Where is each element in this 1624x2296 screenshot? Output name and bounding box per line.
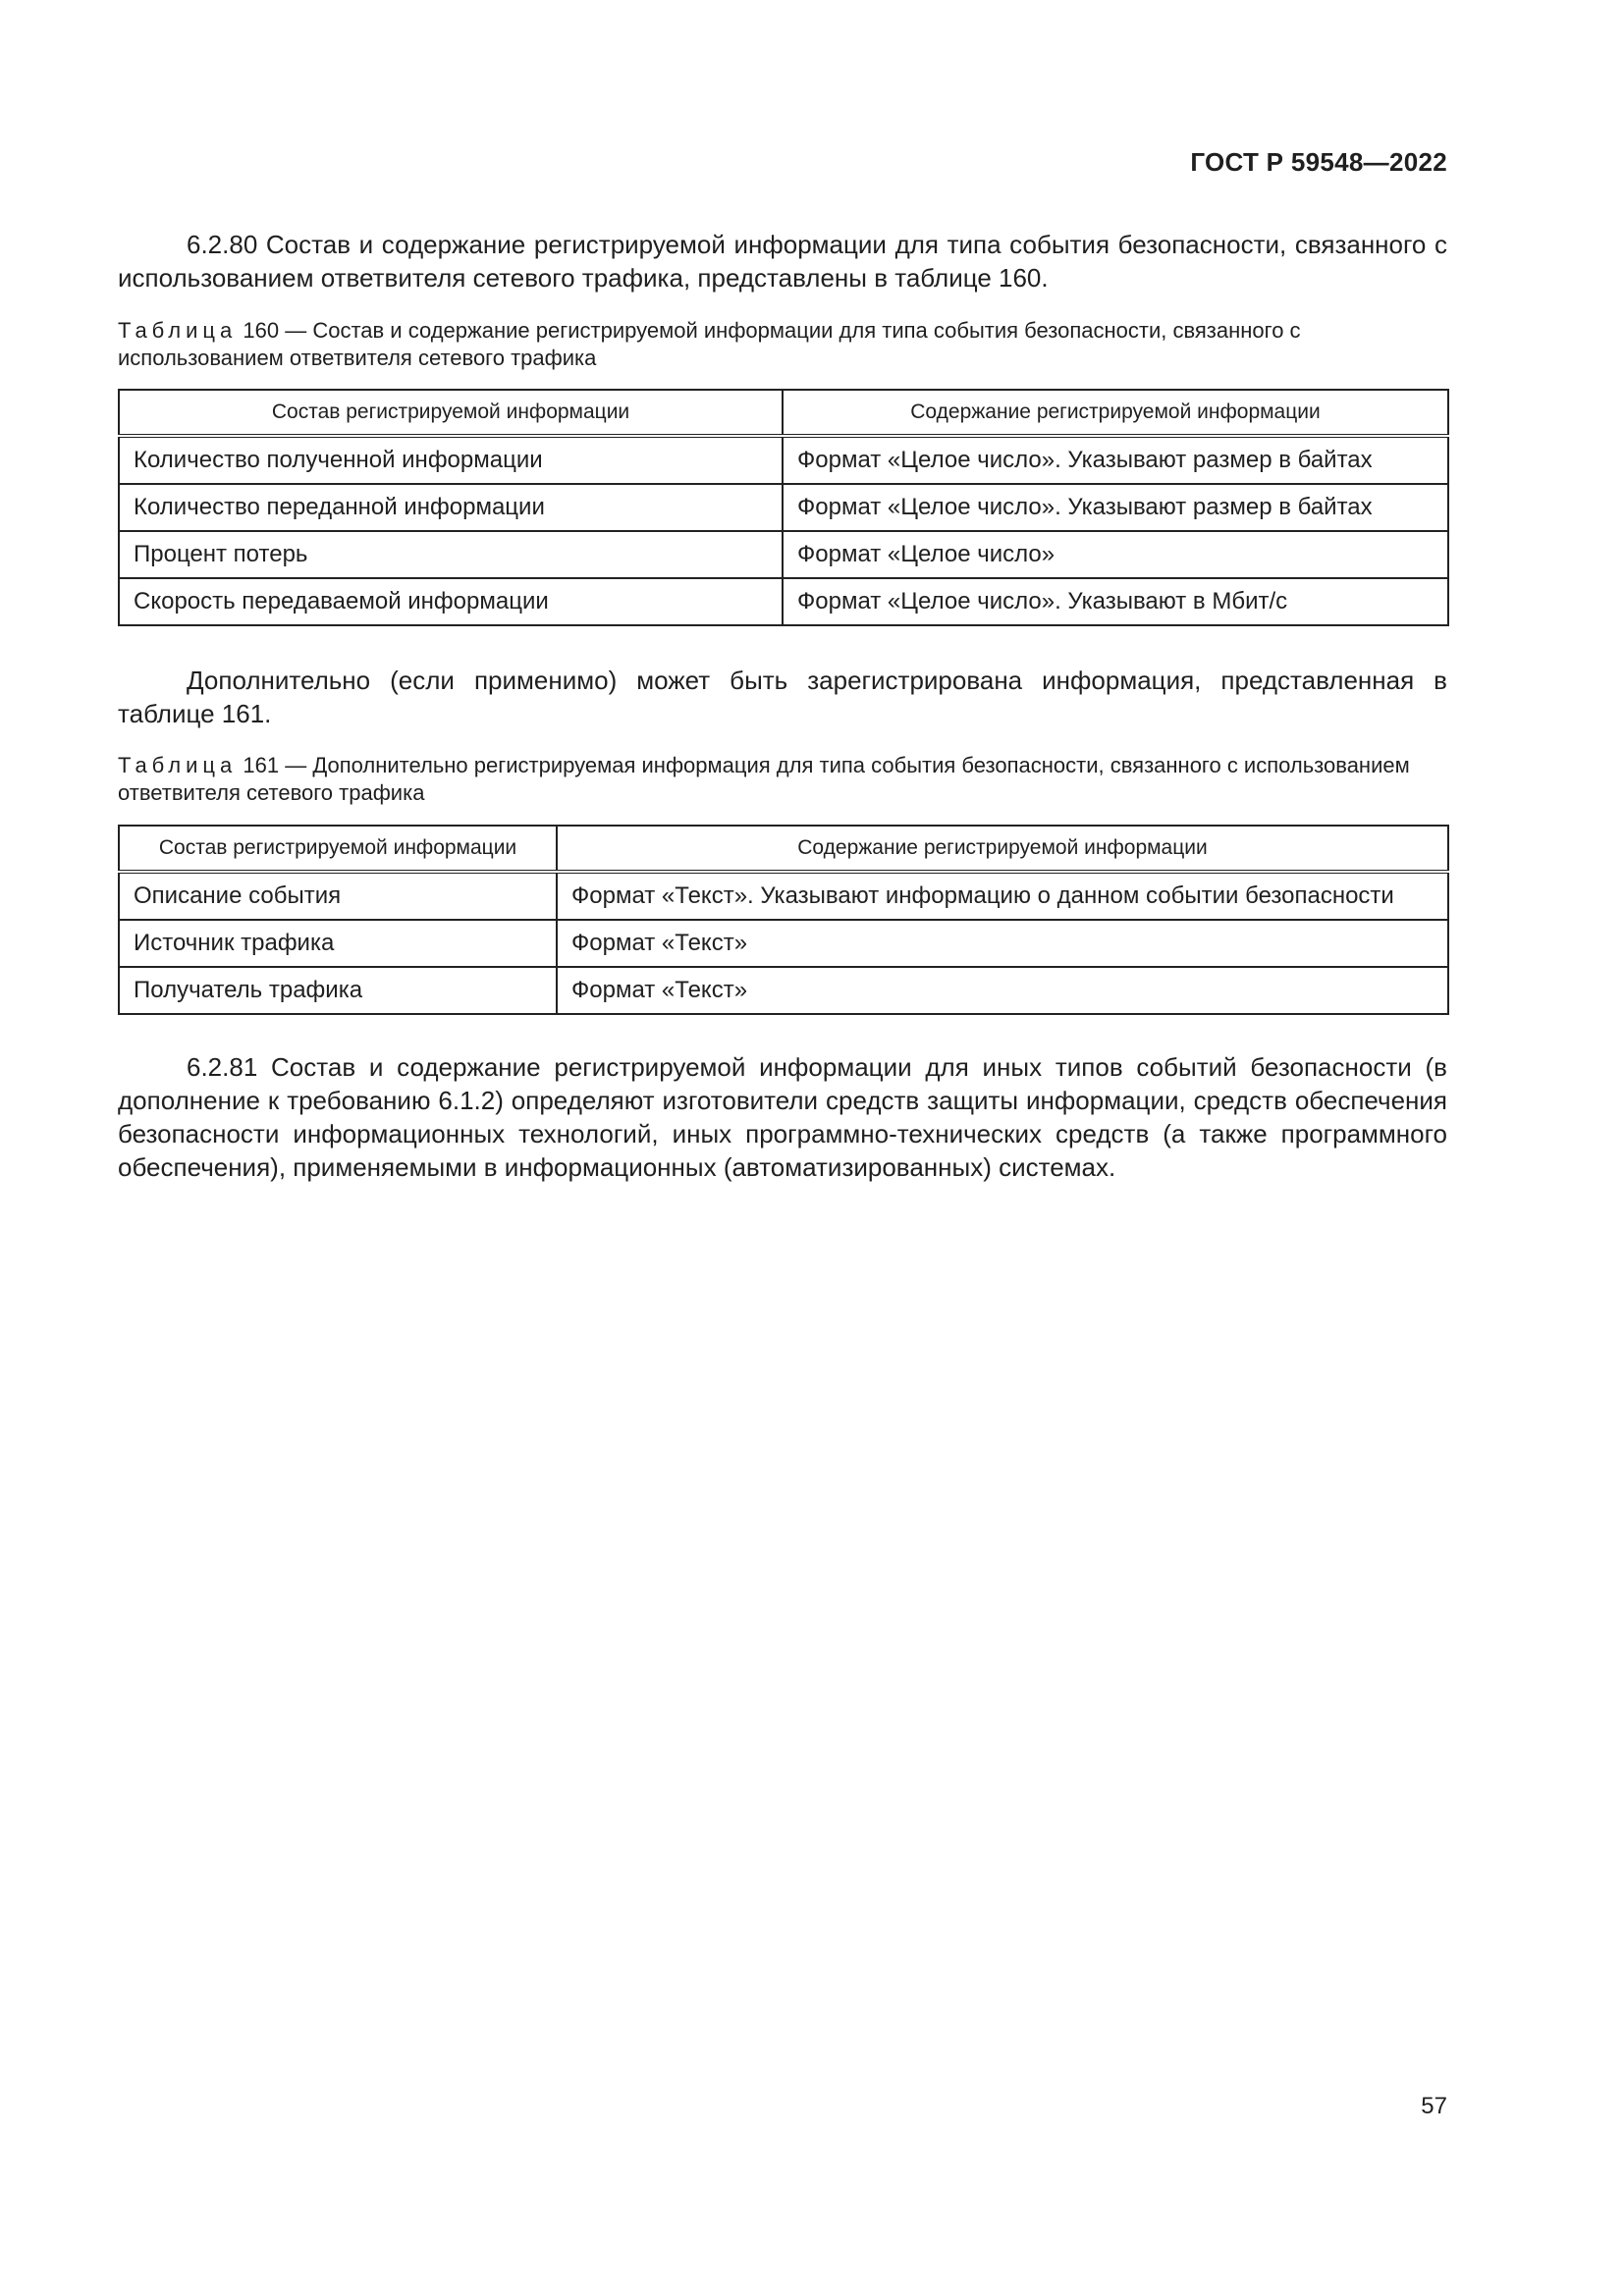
table-row	[119, 484, 1448, 531]
table-row	[119, 872, 1448, 920]
caption-text: 160 — Состав и содержание регистрируемой информации для типа события безопасности, связанного с использованием ответвителя сетевого трафика	[118, 318, 1301, 370]
table-161-caption	[118, 752, 1447, 807]
caption-text: 161 — Дополнительно регистрируемая информация для типа события безопасности, связанного с использованием ответвителя сетевого трафика	[118, 753, 1410, 805]
table-cell: Количество переданной информации	[119, 484, 783, 531]
table-cell: Скорость передаваемой информации	[119, 578, 783, 625]
table-cell: Формат «Целое число». Указывают размер в байтах	[783, 436, 1448, 484]
paragraph-text: 6.2.80 Состав и содержание регистрируемой информации для типа события безопасности, связанного с использованием ответвителя сетевого трафика, представлены в таблице 160.	[118, 230, 1447, 293]
column-header: Состав регистрируемой информации	[119, 390, 783, 436]
table-cell: Процент потерь	[119, 531, 783, 578]
paragraph-additional	[118, 664, 1447, 730]
paragraph-6-2-80	[118, 228, 1447, 294]
document-code: ГОСТ Р 59548—2022	[1190, 147, 1447, 177]
table-row	[119, 531, 1448, 578]
table-160-caption	[118, 317, 1447, 372]
table-row	[119, 436, 1448, 484]
paragraph-text: Дополнительно (если применимо) может быть зарегистрирована информация, представленная в таблице 161.	[118, 666, 1447, 728]
table-cell: Формат «Текст»	[557, 920, 1448, 967]
caption-label: Таблица	[118, 753, 238, 777]
table-cell: Формат «Текст». Указывают информацию о данном событии безопасности	[557, 872, 1448, 920]
column-header: Содержание регистрируемой информации	[557, 826, 1448, 872]
caption-label: Таблица	[118, 318, 238, 343]
table-cell: Количество полученной информации	[119, 436, 783, 484]
table-cell: Источник трафика	[119, 920, 557, 967]
paragraph-text: 6.2.81 Состав и содержание регистрируемой информации для иных типов событий безопасности (в дополнение к требованию 6.1.2) определяют изготовители средств защиты информации, средств обеспечения безопасности информационных технологий, иных программно-технических средств (а также программного обеспечения), применяемыми в информационных (автоматизированных) системах.	[118, 1052, 1447, 1182]
table-header-row	[119, 826, 1448, 872]
table-161	[118, 825, 1449, 1015]
paragraph-6-2-81	[118, 1050, 1447, 1184]
page-number: 57	[1421, 2093, 1447, 2119]
table-cell: Формат «Целое число»	[783, 531, 1448, 578]
table-cell: Формат «Целое число». Указывают в Мбит/с	[783, 578, 1448, 625]
table-row	[119, 967, 1448, 1014]
table-row	[119, 920, 1448, 967]
table-160	[118, 389, 1449, 626]
table-cell: Описание события	[119, 872, 557, 920]
table-header-row	[119, 390, 1448, 436]
table-cell: Формат «Целое число». Указывают размер в байтах	[783, 484, 1448, 531]
table-cell: Формат «Текст»	[557, 967, 1448, 1014]
column-header: Состав регистрируемой информации	[119, 826, 557, 872]
table-cell: Получатель трафика	[119, 967, 557, 1014]
column-header: Содержание регистрируемой информации	[783, 390, 1448, 436]
table-row	[119, 578, 1448, 625]
